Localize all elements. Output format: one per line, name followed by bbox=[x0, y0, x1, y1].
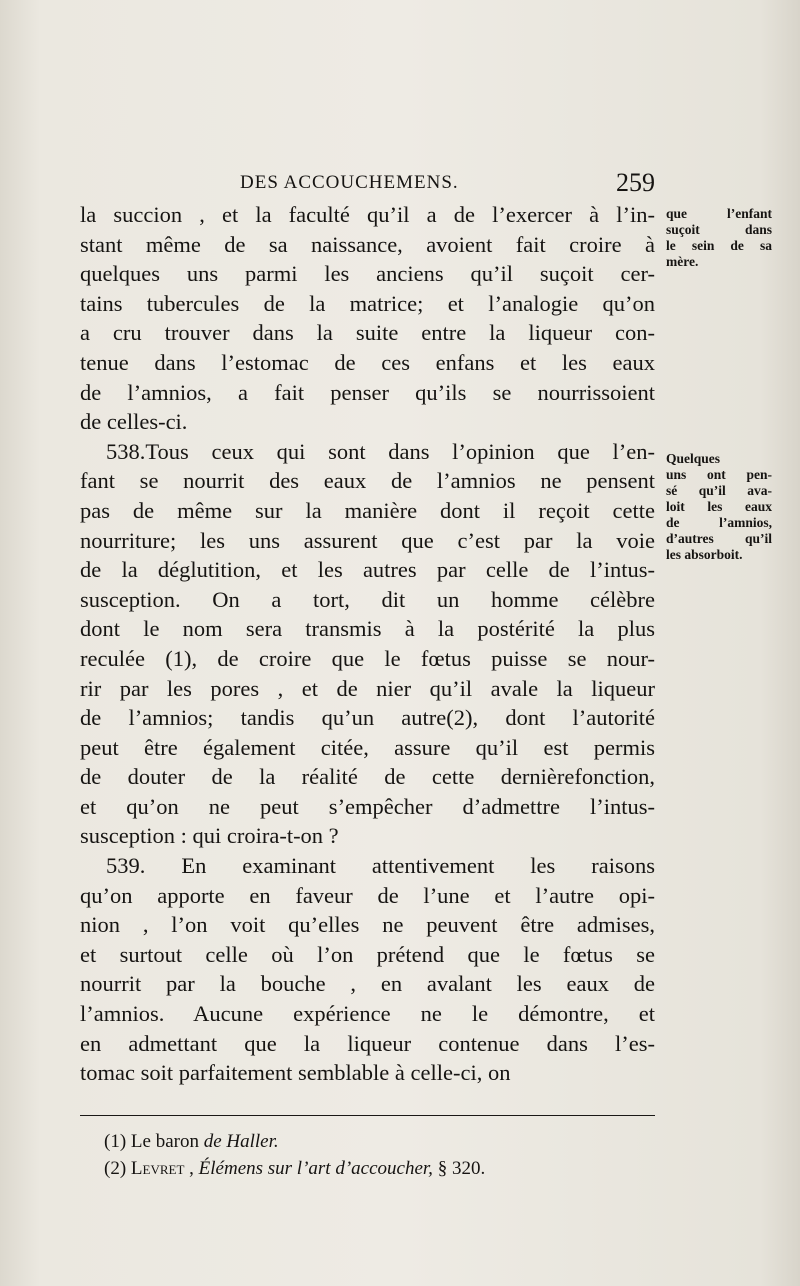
text-line: 538.Tous ceux qui sont dans l’opinion que l’en- bbox=[106, 438, 655, 464]
text-line: quelques uns parmi les anciens qu’il suçoit cer- bbox=[80, 261, 655, 287]
text-line: susception : qui croira-t-on ? bbox=[80, 823, 339, 849]
text-line: fant se nourrit des eaux de l’amnios ne pensent bbox=[80, 468, 655, 494]
margin-note-line: loit les eaux bbox=[666, 499, 772, 514]
text-line: stant même de sa naissance, avoient fait croire à bbox=[80, 231, 655, 257]
margin-note-line: d’autres qu’il bbox=[666, 531, 772, 546]
text-line: pas de même sur la manière dont il reçoit cette bbox=[80, 497, 655, 523]
text-line: de celles-ci. bbox=[80, 409, 188, 435]
footnotes bbox=[104, 1128, 664, 1182]
footnote-1-text: Le baron bbox=[130, 1131, 204, 1152]
margin-note-line: de l’amnios, bbox=[666, 515, 772, 530]
text-line: de douter de la réalité de cette dernièrefonction, bbox=[80, 764, 655, 790]
footnote-1-name: de Haller. bbox=[203, 1131, 279, 1152]
text-line: en admettant que la liqueur contenue dans l’es- bbox=[80, 1030, 655, 1056]
text-line: 539. En examinant attentivement les raisons bbox=[106, 853, 655, 879]
margin-note-line: suçoit dans bbox=[666, 222, 772, 237]
text-line: reculée (1), de croire que le fœtus puisse se nour- bbox=[80, 645, 655, 671]
text-line: de l’amnios, a fait penser qu’ils se nourrissoient bbox=[80, 379, 655, 405]
text-line: susception. On a tort, dit un homme célèbre bbox=[80, 586, 655, 612]
margin-note-line: le sein de sa bbox=[666, 238, 772, 253]
text-line: nourriture; les uns assurent que c’est par la voie bbox=[80, 527, 655, 553]
margin-note-2 bbox=[666, 451, 772, 563]
text-line: a cru trouver dans la suite entre la liqueur con- bbox=[80, 320, 655, 346]
text-line: l’amnios. Aucune expérience ne le démontre, et bbox=[80, 1001, 655, 1027]
margin-note-line: sé qu’il ava- bbox=[666, 483, 772, 498]
text-line: rir par les pores , et de nier qu’il avale la liqueur bbox=[80, 675, 655, 701]
page-number: 259 bbox=[616, 168, 655, 197]
text-line: de l’amnios; tandis qu’un autre(2), dont l’autorité bbox=[80, 705, 655, 731]
text-line: nion , l’on voit qu’elles ne peuvent être admises, bbox=[80, 912, 655, 938]
footnote-2-author: Levret bbox=[130, 1158, 185, 1179]
text-line: et qu’on ne peut s’empêcher d’admettre l’intus- bbox=[80, 793, 655, 819]
margin-note-line: Quelques bbox=[666, 451, 721, 466]
running-title: DES ACCOUCHEMENS. bbox=[240, 172, 459, 193]
margin-note-line: mère. bbox=[666, 254, 699, 269]
footnote-2-section: § 320. bbox=[432, 1158, 486, 1179]
footnote-1-mark: (1) bbox=[104, 1131, 127, 1152]
footnote-2-sep: , bbox=[184, 1158, 199, 1179]
text-line: peut être également citée, assure qu’il est permis bbox=[80, 734, 655, 760]
footnote-2-title: Élémens sur l’art d’accoucher, bbox=[198, 1158, 433, 1179]
footnote-rule bbox=[80, 1115, 655, 1116]
text-line: nourrit par la bouche , en avalant les eaux de bbox=[80, 971, 655, 997]
margin-note-line: uns ont pen- bbox=[666, 467, 772, 482]
footnote-1 bbox=[104, 1128, 664, 1155]
text-line: la succion , et la faculté qu’il a de l’exercer à l’in- bbox=[80, 202, 655, 227]
page-header bbox=[80, 168, 655, 200]
text-line: et surtout celle où l’on prétend que le fœtus se bbox=[80, 941, 655, 967]
body-text bbox=[80, 200, 655, 1088]
text-line: qu’on apporte en faveur de l’une et l’autre opi- bbox=[80, 882, 655, 908]
margin-note-line: que l’enfant bbox=[666, 206, 772, 221]
text-line: tains tubercules de la matrice; et l’analogie qu’on bbox=[80, 290, 655, 316]
text-line: de la déglutition, et les autres par celle de l’intus- bbox=[80, 557, 655, 583]
margin-note-1 bbox=[666, 206, 772, 270]
footnote-2 bbox=[104, 1155, 664, 1182]
footnote-2-mark: (2) bbox=[104, 1158, 127, 1179]
margin-note-line: les absorboit. bbox=[666, 547, 743, 562]
text-line: tenue dans l’estomac de ces enfans et les eaux bbox=[80, 349, 655, 375]
text-line: tomac soit parfaitement semblable à celle-ci, on bbox=[80, 1060, 511, 1086]
text-line: dont le nom sera transmis à la postérité la plus bbox=[80, 616, 655, 642]
